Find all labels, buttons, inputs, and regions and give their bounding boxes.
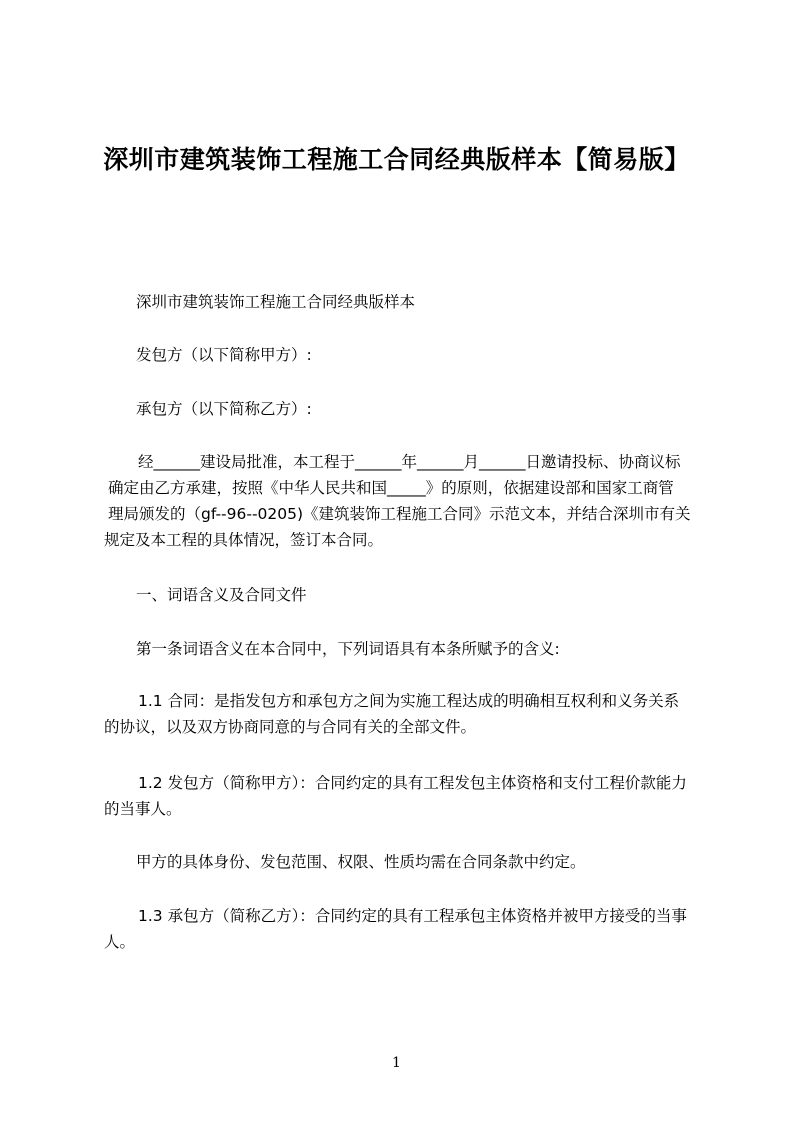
clause-1-3 [104, 903, 702, 955]
preamble-line: 规定及本工程的具体情况，签订本合同。 [104, 531, 384, 549]
clause-line: 1.2 发包方（简称甲方）：合同约定的具有工程发包主体资格和支付工程价款能力 [138, 774, 687, 792]
clause-1-2 [104, 770, 702, 822]
clause-line: 的协议，以及双方协商同意的与合同有关的全部文件。 [104, 718, 477, 736]
page-number: 1 [392, 1055, 401, 1071]
document-title: 深圳市建筑装饰工程施工合同经典版样本【简易版】 [103, 145, 690, 174]
preamble-line: 经______建设局批准，本工程于______年______月______日邀请投标、协商议标 [138, 453, 681, 471]
party-a-line: 发包方（以下简称甲方）: [136, 346, 312, 364]
preamble-line: 确定由乙方承建，按照《中华人民共和国_____》的原则，依据建设部和国家工商管 [108, 479, 674, 497]
clause-line: 的当事人。 [104, 800, 182, 818]
document-heading: 深圳市建筑装饰工程施工合同经典版样本 [136, 293, 416, 311]
clause-1-2-note: 甲方的具体身份、发包范围、权限、性质均需在合同条款中约定。 [136, 853, 586, 871]
clause-line: 1.1 合同：是指发包方和承包方之间为实施工程达成的明确相互权利和义务关系 [138, 692, 680, 710]
party-b-line: 承包方（以下简称乙方）: [136, 400, 312, 418]
article-1: 第一条词语含义在本合同中，下列词语具有本条所赋予的含义: [136, 640, 560, 658]
preamble-line: 理局颁发的（gf--96--0205)《建筑装饰工程施工合同》示范文本，并结合深圳市有关 [108, 505, 691, 523]
preamble-paragraph [104, 449, 702, 553]
clause-line: 人。 [104, 933, 136, 951]
clause-line: 1.3 承包方（简称乙方）：合同约定的具有工程承包主体资格并被甲方接受的当事 [138, 907, 687, 925]
clause-1-1 [104, 688, 702, 740]
section-heading: 一、词语含义及合同文件 [136, 586, 307, 604]
